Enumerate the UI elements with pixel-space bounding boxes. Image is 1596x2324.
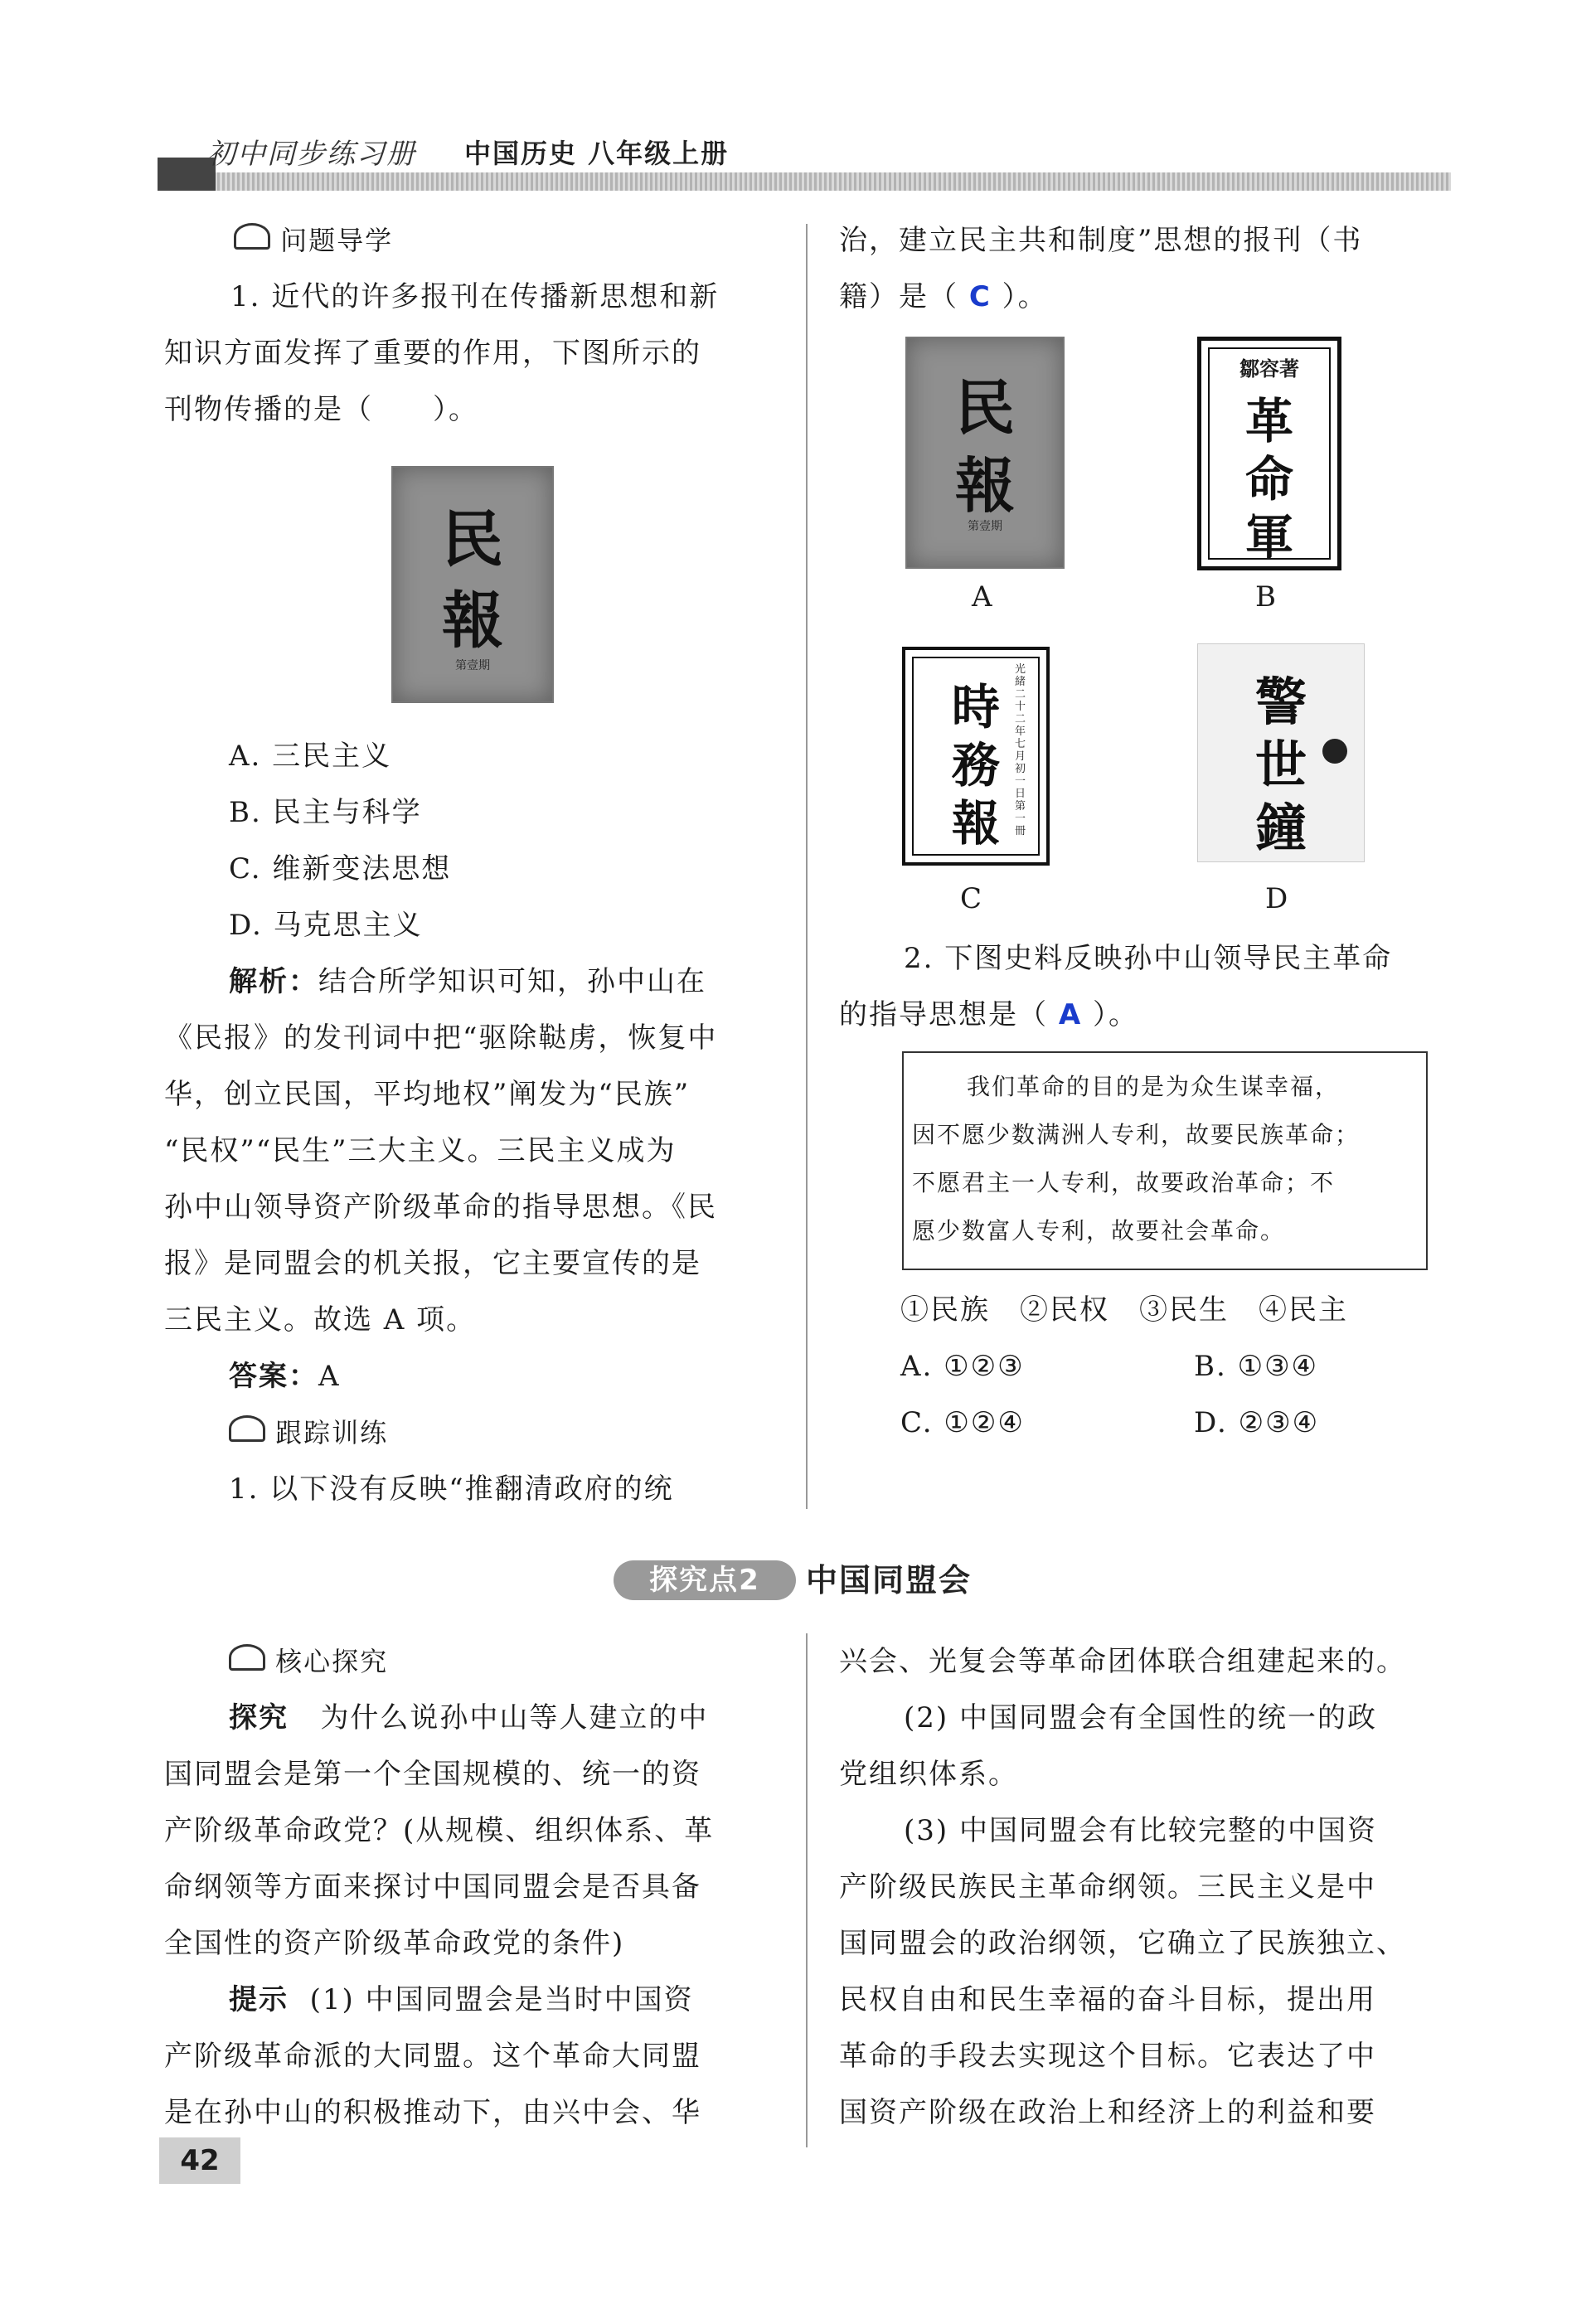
quote-line3: 不愿君主一人专利，故要政治革命；不 bbox=[912, 1169, 1336, 1196]
analysis-line7: 三民主义。故选 A 项。 bbox=[164, 1303, 477, 1337]
header-title: 初中同步练习册 bbox=[207, 138, 416, 171]
cap-icon bbox=[229, 1644, 265, 1671]
image-b-gemingjun: 鄒容著 革 命 軍 bbox=[1197, 337, 1341, 570]
explore-right-line8: 革命的手段去实现这个目标。它表达了中 bbox=[839, 2040, 1376, 2073]
explore-q-line3: 产阶级革命政党？(从规模、组织体系、革 bbox=[164, 1814, 715, 1847]
quote-line1: 我们革命的目的是为众生谋幸福， bbox=[967, 1073, 1341, 1100]
t2-option-d: D. ②③④ bbox=[1194, 1406, 1320, 1439]
explore-q-line5: 全国性的资产阶级革命政党的条件) bbox=[164, 1927, 625, 1960]
section-heading-guide: 问题导学 bbox=[234, 212, 393, 269]
t2-line1: 2. 下图史料反映孙中山领导民主革命 bbox=[904, 942, 1393, 975]
section-heading-practice: 跟踪训练 bbox=[229, 1405, 388, 1461]
t1-answer: C bbox=[968, 280, 992, 313]
image-c-label: C bbox=[960, 882, 984, 915]
image-b-label: B bbox=[1255, 580, 1278, 614]
analysis-line3: 华，创立民国，平均地权”阐发为“民族” bbox=[164, 1078, 691, 1111]
analysis-line4: “民权”“民生”三大主义。三民主义成为 bbox=[164, 1134, 677, 1167]
q1-line3: 刊物传播的是（ ）。 bbox=[164, 393, 478, 426]
explore-right-line5: 产阶级民族民主革命纲领。三民主义是中 bbox=[839, 1870, 1376, 1904]
t1-line3: 籍）是（ C ）。 bbox=[839, 280, 1048, 313]
explore-right-line6: 国同盟会的政治纲领，它确立了民族独立、 bbox=[839, 1927, 1406, 1960]
seal-icon bbox=[1322, 739, 1347, 764]
image-c-shiwubao: 時 務 報 光緒二十二年 七月初一日 第一冊 bbox=[902, 647, 1050, 866]
explore-right-line7: 民权自由和民生幸福的奋斗目标，提出用 bbox=[839, 1983, 1376, 2016]
answer-label: 答案： bbox=[229, 1360, 318, 1393]
image-d-jingshizhong: 警 世 鐘 bbox=[1197, 643, 1365, 862]
explore-q-line1: 探究 为什么说孙中山等人建立的中 bbox=[229, 1701, 709, 1735]
hint-label: 提示 bbox=[229, 1983, 289, 2016]
explore-right-line2: (2) 中国同盟会有全国性的统一的政 bbox=[904, 1701, 1377, 1735]
option-d: D. 马克思主义 bbox=[229, 909, 423, 942]
hint-line2: 产阶级革命派的大同盟。这个革命大同盟 bbox=[164, 2040, 701, 2073]
cap-icon bbox=[229, 1415, 265, 1442]
analysis-line1: 解析：结合所学知识可知，孙中山在 bbox=[229, 965, 706, 998]
option-c: C. 维新变法思想 bbox=[229, 852, 452, 885]
analysis-line6: 报》是同盟会的机关报，它主要宣传的是 bbox=[164, 1247, 701, 1280]
q1-line2: 知识方面发挥了重要的作用，下图所示的 bbox=[164, 337, 701, 370]
explore-right-line3: 党组织体系。 bbox=[839, 1758, 1018, 1791]
t2-answer: A bbox=[1058, 998, 1083, 1031]
minbao-image: 民 報 第壹期 bbox=[391, 466, 554, 703]
explore-right-line1: 兴会、光复会等革命团体联合组建起来的。 bbox=[839, 1645, 1406, 1678]
column-divider bbox=[806, 224, 808, 1509]
t1-line2: 治，建立民主共和制度”思想的报刊（书 bbox=[839, 224, 1363, 257]
t1-line1: 1. 以下没有反映“推翻清政府的统 bbox=[229, 1473, 674, 1506]
quote-line4: 愿少数富人专利，故要社会革命。 bbox=[912, 1217, 1286, 1244]
analysis-line5: 孙中山领导资产阶级革命的指导思想。《民 bbox=[164, 1191, 717, 1224]
image-a-minbao: 民 報 第壹期 bbox=[905, 337, 1065, 569]
header-subtitle: 中国历史 八年级上册 bbox=[464, 138, 730, 169]
t2-option-c: C. ①②④ bbox=[900, 1406, 1025, 1439]
answer-line bbox=[229, 1348, 341, 1405]
option-a: A. 三民主义 bbox=[229, 740, 392, 773]
explore-q-line2: 国同盟会是第一个全国规模的、统一的资 bbox=[164, 1758, 701, 1791]
hint-line3: 是在孙中山的积极推动下，由兴中会、华 bbox=[164, 2096, 701, 2129]
option-b: B. 民主与科学 bbox=[229, 796, 422, 829]
explore-badge: 探究点2 bbox=[614, 1560, 796, 1600]
explore-right-line4: (3) 中国同盟会有比较完整的中国资 bbox=[904, 1814, 1377, 1847]
t2-option-b: B. ①③④ bbox=[1194, 1350, 1319, 1383]
hint-line1: 提示 (1) 中国同盟会是当时中国资 bbox=[229, 1983, 694, 2016]
answer-value: A bbox=[318, 1360, 341, 1393]
t2-line2: 的指导思想是（ A ）。 bbox=[839, 998, 1138, 1031]
column-divider-lower bbox=[806, 1633, 808, 2147]
analysis-line2: 《民报》的发刊词中把“驱除鞑虏，恢复中 bbox=[164, 1021, 718, 1055]
image-a-label: A bbox=[972, 580, 994, 614]
q1-line1: 1. 近代的许多报刊在传播新思想和新 bbox=[230, 280, 720, 313]
page-number: 42 bbox=[180, 2144, 220, 2177]
header-bar bbox=[158, 172, 1451, 191]
t2-option-a: A. ①②③ bbox=[900, 1350, 1025, 1383]
section-heading-core: 核心探究 bbox=[229, 1633, 388, 1690]
quote-line2: 因不愿少数满洲人专利，故要民族革命； bbox=[912, 1121, 1361, 1148]
choices-line: ①民族 ②民权 ③民生 ④民主 bbox=[900, 1293, 1348, 1327]
explore-q-line4: 命纲领等方面来探讨中国同盟会是否具备 bbox=[164, 1870, 701, 1904]
explore-right-line9: 国资产阶级在政治上和经济上的利益和要 bbox=[839, 2096, 1376, 2129]
explore-title: 中国同盟会 bbox=[806, 1562, 973, 1599]
image-d-label: D bbox=[1265, 882, 1290, 915]
explore-band bbox=[614, 1557, 804, 1605]
cap-icon bbox=[234, 223, 270, 250]
page-number-box bbox=[159, 2137, 240, 2184]
explore-q-label: 探究 bbox=[229, 1701, 289, 1735]
analysis-label: 解析： bbox=[229, 965, 318, 998]
